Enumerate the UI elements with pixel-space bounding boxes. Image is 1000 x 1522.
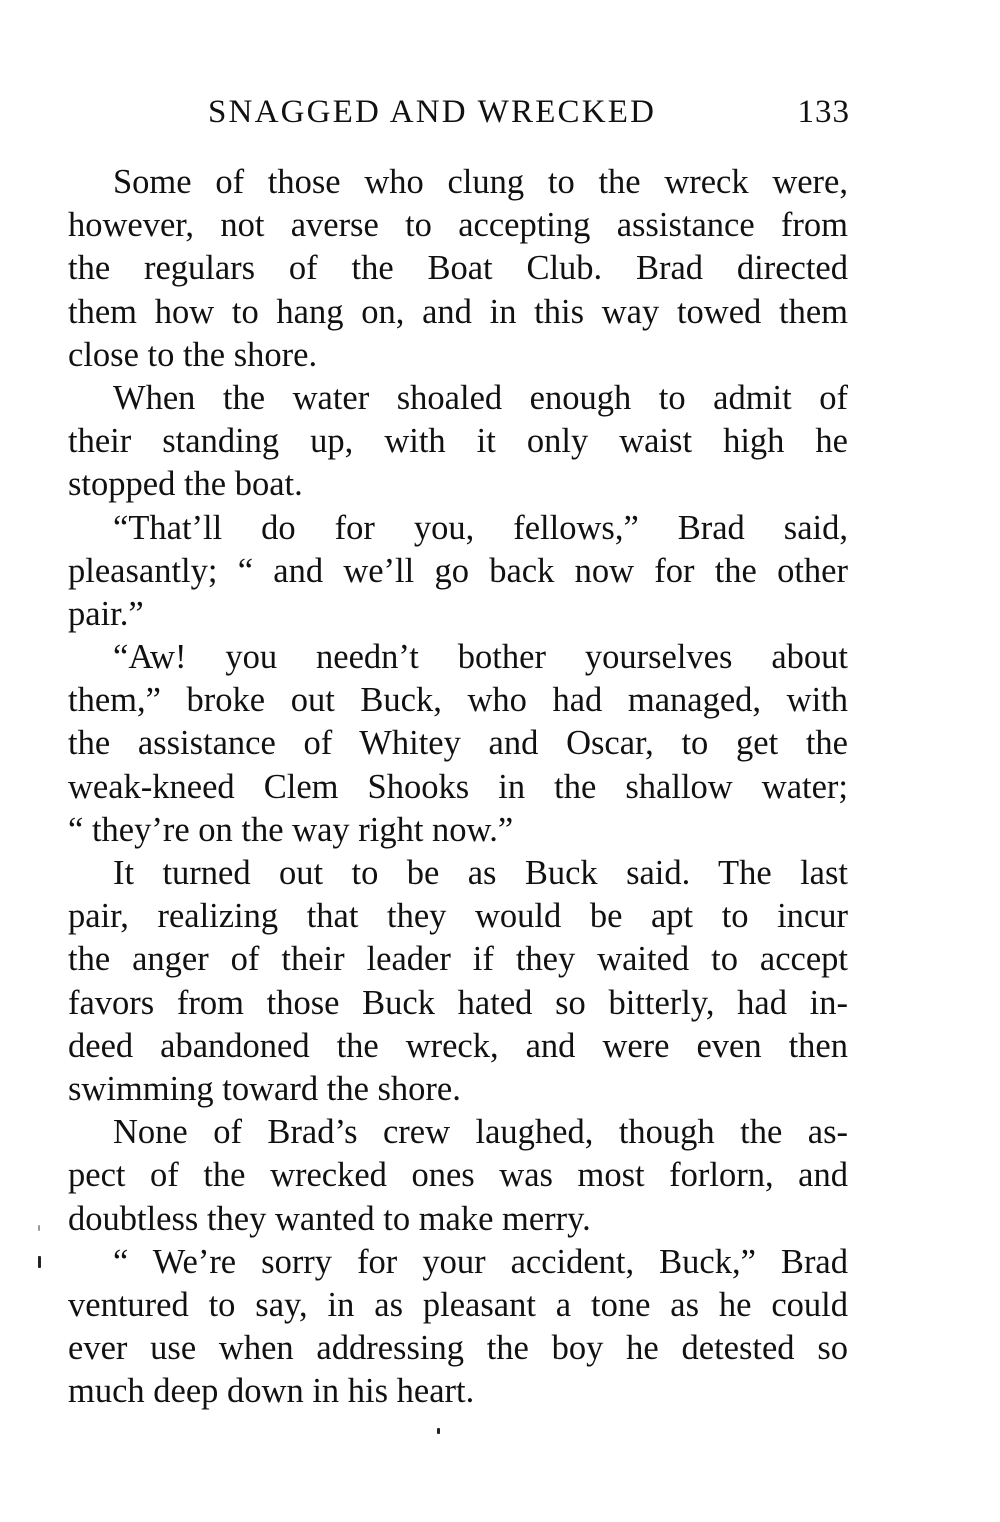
text-line: “That’ll do for you, fellows,” Brad said,	[113, 508, 848, 547]
text-line: doubtless they wanted to make merry.	[68, 1199, 591, 1238]
text-line: pleasantly; “ and we’ll go back now for the other	[68, 551, 848, 590]
text-line: deed abandoned the wreck, and were even then	[68, 1026, 848, 1065]
text-line: weak-kneed Clem Shooks in the shallow water;	[68, 767, 848, 806]
text-line: much deep down in his heart.	[68, 1372, 475, 1411]
chapter-title: SNAGGED AND WRECKED	[208, 94, 657, 130]
text-line: Some of those who clung to the wreck were,	[113, 163, 848, 201]
running-head	[190, 94, 850, 138]
text-line: ever use when addressing the boy he detested so	[68, 1329, 848, 1368]
text-line: pair.”	[68, 594, 144, 633]
text-line: favors from those Buck hated so bitterly, had in-	[68, 983, 848, 1022]
scan-speck	[38, 1256, 41, 1268]
text-line: When the water shoaled enough to admit of	[113, 378, 848, 417]
text-line: swimming toward the shore.	[68, 1069, 461, 1108]
text-line: “ We’re sorry for your accident, Buck,” Brad	[113, 1242, 848, 1281]
text-line: None of Brad’s crew laughed, though the as-	[113, 1113, 848, 1152]
scan-speck	[38, 1225, 40, 1231]
scan-speck	[437, 1428, 440, 1434]
text-line: pect of the wrecked ones was most forlorn, and	[68, 1156, 848, 1195]
text-line: It turned out to be as Buck said. The last	[113, 854, 848, 892]
text-line: close to the shore.	[68, 335, 318, 374]
text-line: them how to hang on, and in this way towed them	[68, 292, 848, 331]
text-line: the anger of their leader if they waited to accept	[68, 940, 848, 979]
text-line: ventured to say, in as pleasant a tone as he could	[68, 1285, 848, 1324]
text-line: their standing up, with it only waist high he	[68, 422, 848, 461]
text-line: “ they’re on the way right now.”	[68, 810, 514, 849]
text-line: stopped the boat.	[68, 465, 303, 504]
text-line: pair, realizing that they would be apt to incur	[68, 897, 848, 936]
body-text	[68, 161, 848, 1413]
page-number: 133	[797, 94, 850, 130]
text-line: them,” broke out Buck, who had managed, with	[68, 681, 848, 720]
text-line: the regulars of the Boat Club. Brad directed	[68, 249, 848, 288]
text-line: however, not averse to accepting assistance from	[68, 206, 848, 245]
text-line: the assistance of Whitey and Oscar, to get the	[68, 724, 848, 763]
text-line: “Aw! you needn’t bother yourselves about	[113, 638, 848, 677]
